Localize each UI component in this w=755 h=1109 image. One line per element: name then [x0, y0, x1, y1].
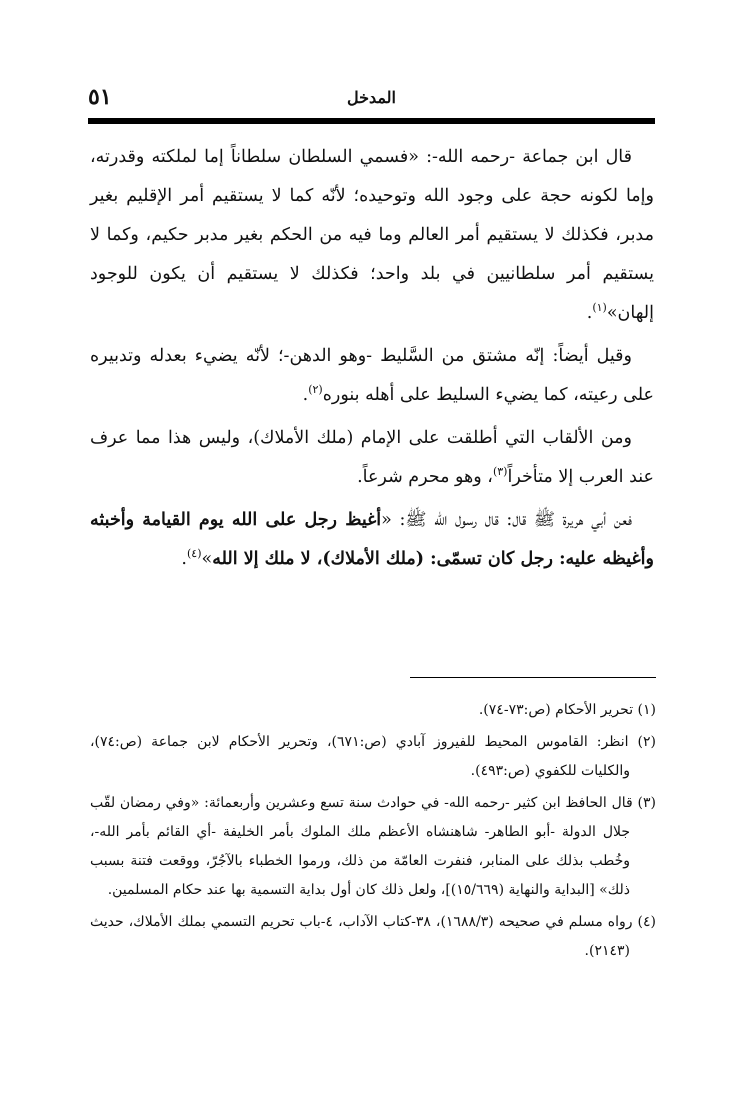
- page-header: [88, 84, 655, 114]
- hadith-text: أغيظ رجل على الله يوم القيامة وأخبثه وأغيظه عليه: رجل كان تسمّى: (ملك الأملاك)، لا ملك إلا الله: [90, 510, 654, 569]
- footnote: (٤) رواه مسلم في صحيحه (١٦٨٨/٣)، ٣٨-كتاب الآداب، ٤-باب تحريم التسمي بملك الأملاك، حديث (٢١٤٣).: [90, 914, 656, 959]
- main-text: [90, 138, 654, 583]
- footnote-ref: (٣): [492, 465, 508, 479]
- hadith-intro: فعن أبي هريرة ﷺ قال: قال رسول الله ﷺ: «: [381, 510, 632, 530]
- paragraph: [90, 138, 654, 333]
- paragraph-tail: .: [181, 549, 187, 569]
- paragraph-text: قال ابن جماعة -رحمه الله-: «فسمي السلطان سلطاناً إما لملكته وقدرته، وإما لكونه حجة على وجود الله وتوحيده؛ لأنّه كما لا يستقيم أمر الإقليم بغير مدبر، فكذلك لا يستقيم أمر العالم وما فيه من الحكم بغير مدبر حكيم، وكما لا يستقيم أمر سلطانيين في بلد واحد؛ فكذلك لا يستقيم أن يكون للوجود إلهان»: [90, 147, 654, 323]
- footnote-ref: (١): [592, 301, 607, 315]
- hadith-paragraph: [90, 501, 654, 579]
- paragraph: [90, 419, 654, 497]
- footnotes: [90, 696, 656, 969]
- running-title: المدخل: [347, 88, 396, 107]
- paragraph-tail: .: [586, 303, 593, 323]
- footnote-separator: [410, 677, 656, 678]
- paragraph-text: ومن الألقاب التي أطلقت على الإمام (ملك الأملاك)، وليس هذا مما عرف عند العرب إلا متأخراً: [90, 428, 654, 487]
- header-rule: [88, 118, 655, 124]
- paragraph: [90, 337, 654, 415]
- footnote: (١) تحرير الأحكام (ص:٧٣-٧٤).: [478, 702, 656, 718]
- footnote-ref: (٢): [308, 383, 323, 397]
- footnote-ref: (٤): [187, 547, 202, 561]
- hadith-close: »: [201, 549, 213, 569]
- paragraph-tail: .: [302, 385, 309, 405]
- page-number: ٥١: [88, 84, 112, 110]
- paragraph-text: وقيل أيضاً: إنّه مشتق من السَّليط -وهو الدهن-؛ لأنّه يضيء بعدله وتدبيره على رعيته، كما يضيء السليط على أهله بنوره: [90, 346, 654, 405]
- paragraph-tail: ، وهو محرم شرعاً.: [357, 467, 493, 487]
- footnote: (٢) انظر: القاموس المحيط للفيروز آبادي (ص:٦٧١)، وتحرير الأحكام لابن جماعة (ص:٧٤)، والكليات للكفوي (ص:٤٩٣).: [90, 734, 656, 779]
- footnote: (٣) قال الحافظ ابن كثير -رحمه الله- في حوادث سنة تسع وعشرين وأربعمائة: «وفي رمضان لقّب جلال الدولة -أبو الطاهر- شاهنشاه الأعظم ملك الملوك بأمر الخليفة -أي القائم بأمر الله-، وخُطب بذلك على المنابر، فنفرت العامّة من ذلك، ورموا الخطباء بالآجُرّ، ووقعت فتنة بسبب ذلك» [البداية والنهاية (١٥/٦٦٩)]، ولعل ذلك كان أول بداية التسمية بها عند حكام المسلمين.: [90, 795, 656, 898]
